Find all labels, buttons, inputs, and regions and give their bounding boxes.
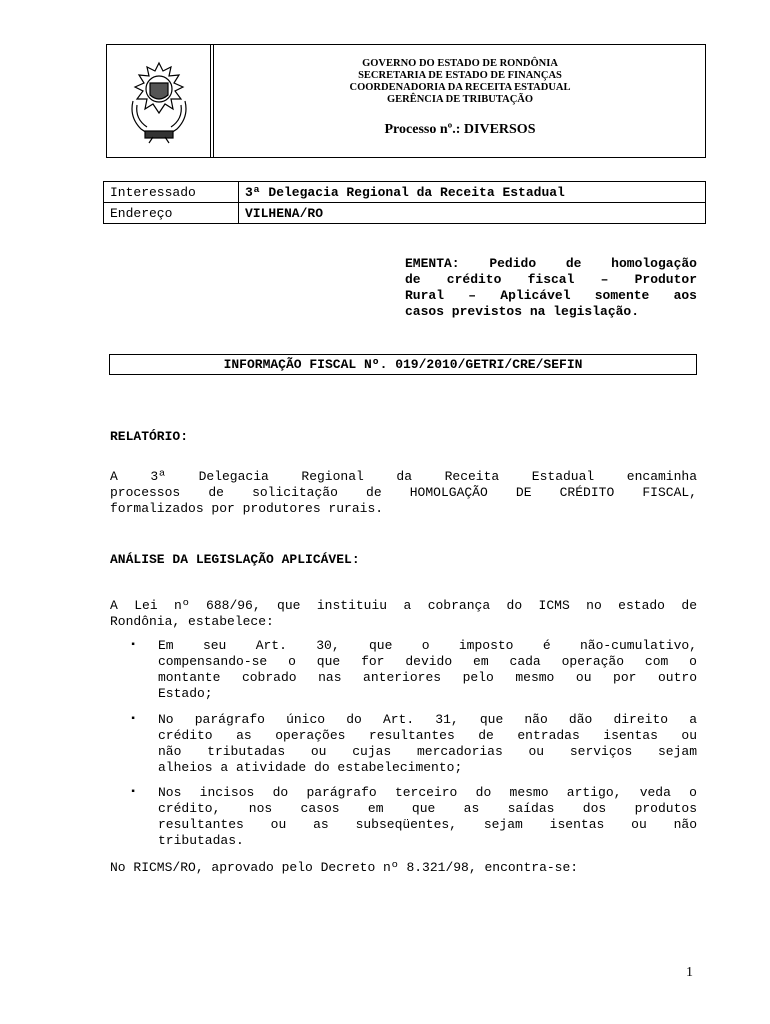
bullet-line: crédito as operações resultantes de entradas isentas ou (158, 728, 697, 743)
section-heading-analise: ANÁLISE DA LEGISLAÇÃO APLICÁVEL: (110, 552, 360, 567)
label-interessado: Interessado (104, 182, 239, 203)
ementa-line: de crédito fiscal – Produtor (405, 272, 697, 287)
relatorio-paragraph (110, 469, 697, 517)
paragraph-line: A 3ª Delegacia Regional da Receita Estadual encaminha (110, 469, 697, 484)
bullet-line: resultantes ou as subseqüentes, sejam isentas ou não (158, 817, 697, 832)
header-line-government: GOVERNO DO ESTADO DE RONDÔNIA (362, 58, 558, 69)
bullet-line: montante cobrado nas anteriores pelo mesmo ou por outro (158, 670, 697, 685)
paragraph-line: Rondônia, estabelece: (110, 614, 274, 629)
bullet-text (158, 785, 697, 849)
value-endereco: VILHENA/RO (239, 203, 706, 224)
ementa-line: casos previstos na legislação. (405, 304, 640, 319)
document-header (106, 44, 706, 158)
paragraph-line: A Lei nº 688/96, que instituiu a cobrança do ICMS no estado de (110, 598, 697, 613)
header-line-secretariat: SECRETARIA DE ESTADO DE FINANÇAS (358, 70, 562, 81)
bullet-line: crédito, nos casos em que as saídas dos produtos (158, 801, 697, 816)
ementa-line: EMENTA: Pedido de homologação (405, 256, 697, 271)
bullet-line: compensando-se o que for devido em cada operação com o (158, 654, 697, 669)
header-line-management: GERÊNCIA DE TRIBUTAÇÃO (386, 94, 534, 105)
bullet-line: Estado; (158, 686, 213, 701)
table-row (104, 203, 706, 224)
bullet-square-icon: ▪ (130, 640, 137, 651)
analise-intro (110, 598, 697, 630)
header-divider (210, 45, 211, 157)
fiscal-information-title: INFORMAÇÃO FISCAL Nº. 019/2010/GETRI/CRE/SEFIN (109, 354, 697, 375)
process-number: Processo nº.: DIVERSOS (384, 122, 536, 137)
table-row (104, 182, 706, 203)
bullet-line: No parágrafo único do Art. 31, que não dão direito a (158, 712, 697, 727)
header-institution-lines (219, 58, 701, 106)
bullet-square-icon: ▪ (130, 787, 137, 798)
header-divider-inner (213, 45, 214, 157)
bullet-line: tributadas. (158, 833, 244, 848)
ementa-line: Rural – Aplicável somente aos (405, 288, 697, 303)
paragraph-line: No RICMS/RO, aprovado pelo Decreto nº 8.321/98, encontra-se: (110, 860, 579, 875)
ementa-summary (405, 256, 697, 320)
bullet-text (158, 638, 697, 702)
bullet-square-icon: ▪ (130, 714, 137, 725)
bullet-line: não tributadas ou cujas mercadorias ou serviços sejam (158, 744, 697, 759)
header-line-coordination: COORDENADORIA DA RECEITA ESTADUAL (349, 82, 571, 93)
value-interessado: 3ª Delegacia Regional da Receita Estadual (239, 182, 706, 203)
section-heading-relatorio: RELATÓRIO: (110, 429, 189, 444)
bullet-text (158, 712, 697, 776)
state-coat-of-arms-icon (119, 57, 199, 145)
bullet-line: Em seu Art. 30, que o imposto é não-cumulativo, (158, 638, 697, 653)
bullet-line: Nos incisos do parágrafo terceiro do mesmo artigo, veda o (158, 785, 697, 800)
label-endereco: Endereço (104, 203, 239, 224)
interested-party-table (103, 181, 706, 224)
bullet-line: alheios a atividade do estabelecimento; (158, 760, 463, 775)
page-number: 1 (686, 965, 693, 980)
closing-paragraph (110, 860, 697, 876)
paragraph-line: processos de solicitação de HOMOLGAÇÃO DE CRÉDITO FISCAL, (110, 485, 697, 500)
paragraph-line: formalizados por produtores rurais. (110, 501, 384, 516)
